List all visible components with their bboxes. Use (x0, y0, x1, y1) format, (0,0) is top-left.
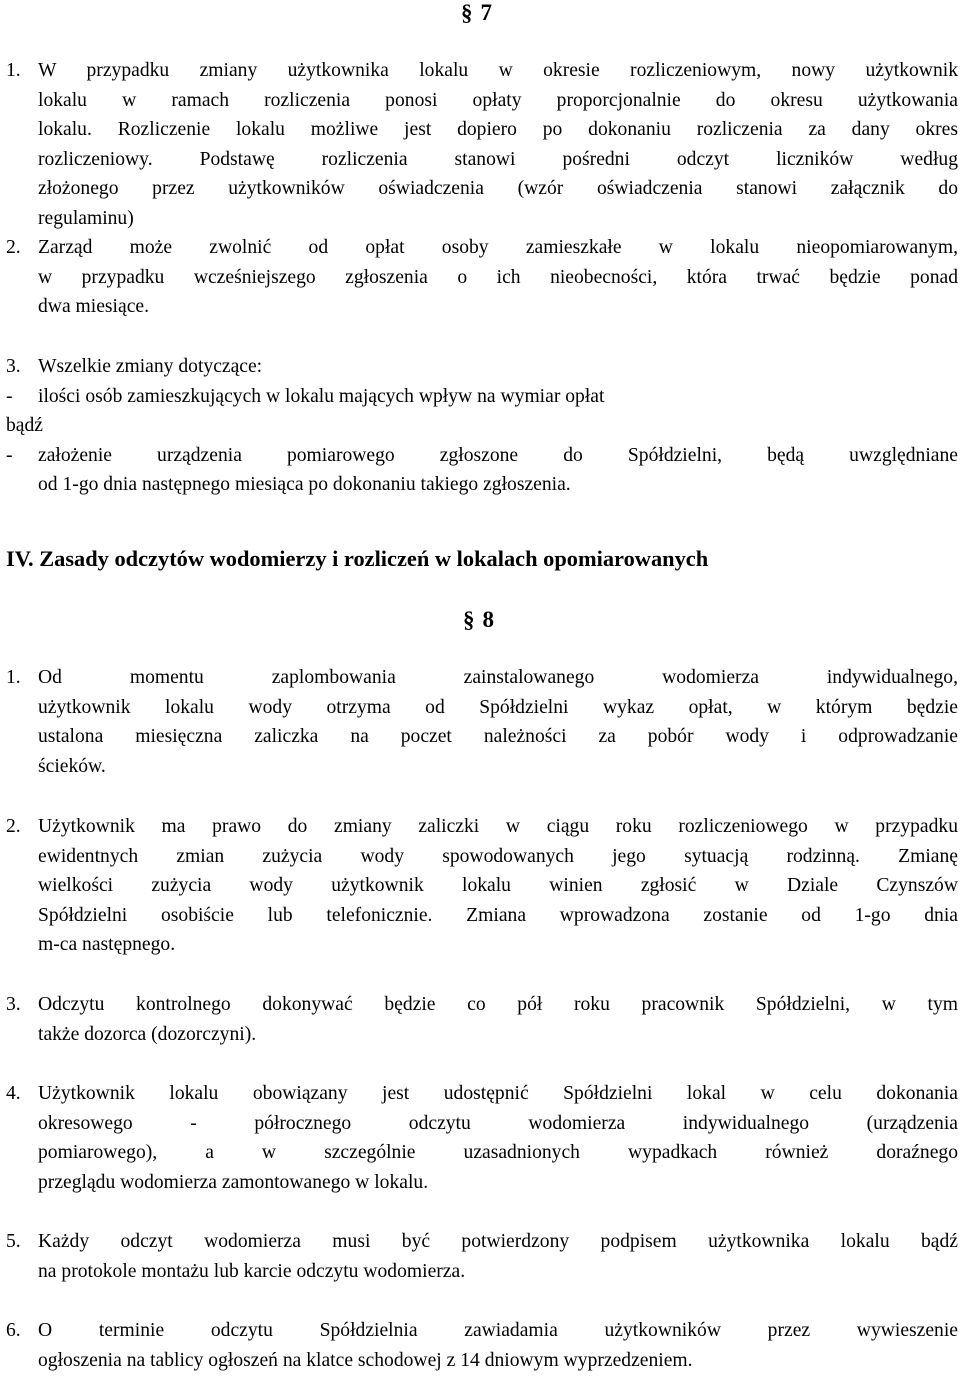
sub-item (6, 441, 958, 500)
section-8-heading (463, 605, 494, 635)
item-number: 1. (6, 60, 21, 81)
text-line: Użytkownik lokalu obowiązany jest udostępnić Spółdzielni lokal w celu dokonania (38, 1083, 958, 1104)
section-number: 8 (482, 607, 494, 632)
section-8-item-3 (6, 990, 958, 1049)
text-line: Odczytu kontrolnego dokonywać będzie co pół roku pracownik Spółdzielni, w tym (38, 994, 958, 1015)
connector-text: bądź (6, 415, 43, 437)
item-number: 3. (6, 994, 21, 1015)
dash-marker: - (6, 385, 13, 407)
text-line: W przypadku zmiany użytkownika lokalu w okresie rozliczeniowym, nowy użytkownik (38, 60, 958, 81)
item-number: 5. (6, 1231, 21, 1252)
text-line: rozliczeniowy. Podstawę rozliczenia stanowi pośredni odczyt liczników według (38, 148, 958, 170)
section-sign: § (461, 0, 473, 25)
text-line: przeglądu wodomierza zamontowanego w lokalu. (38, 1171, 429, 1193)
text-line: O terminie odczytu Spółdzielnia zawiadamia użytkowników przez wywieszenie (38, 1320, 958, 1341)
item-text (38, 663, 958, 781)
item-text (38, 1316, 958, 1375)
section-7-item-3 (6, 352, 958, 500)
sub-item-text (38, 441, 958, 500)
text-line: Każdy odczyt wodomierza musi być potwierdzony podpisem użytkownika lokalu bądź (38, 1231, 958, 1252)
section-7-heading (461, 0, 492, 28)
text-line: założenie urządzenia pomiarowego zgłoszone do Spółdzielni, będą uwzględniane (38, 444, 958, 466)
item-number: 6. (6, 1320, 21, 1341)
text-line: Spółdzielni osobiście lub telefonicznie. Zmiana wprowadzona zostanie od 1-go dnia (38, 904, 958, 926)
text-line: lokalu. Rozliczenie lokalu możliwe jest dopiero po dokonaniu rozliczenia za dany okres (38, 119, 958, 141)
item-number: 2. (6, 237, 21, 258)
item-text (38, 233, 958, 322)
section-8-item-5 (6, 1227, 958, 1286)
section-8-item-1 (6, 663, 958, 781)
text-line: ilości osób zamieszkujących w lokalu mających wpływ na wymiar opłat (38, 385, 605, 407)
text-line: złożonego przez użytkowników oświadczenia (wzór oświadczenia stanowi załącznik do (38, 178, 958, 200)
text-line: na protokole montażu lub karcie odczytu wodomierza. (38, 1260, 466, 1282)
text-line: okresowego - półrocznego odczytu wodomierza indywidualnego (urządzenia (38, 1112, 958, 1134)
text-line: wielkości zużycia wody użytkownik lokalu winien zgłosić w Dziale Czynszów (38, 875, 958, 897)
text-line: Wszelkie zmiany dotyczące: (38, 356, 263, 377)
text-line: Od momentu zaplombowania zainstalowanego wodomierza indywidualnego, (38, 667, 958, 688)
item-number: 4. (6, 1083, 21, 1104)
text-line: regulaminu) (38, 207, 134, 229)
text-line: lokalu w ramach rozliczenia ponosi opłaty proporcjonalnie do okresu użytkowania (38, 89, 958, 111)
item-text (38, 812, 958, 960)
section-8-item-6 (6, 1316, 958, 1375)
text-line: Użytkownik ma prawo do zmiany zaliczki w ciągu roku rozliczeniowego w przypadku (38, 816, 958, 837)
text-line: ogłoszenia na tablicy ogłoszeń na klatce schodowej z 14 dniowym wyprzedzeniem. (38, 1349, 693, 1371)
text-line: ewidentnych zmian zużycia wody spowodowanych jego sytuacją rodzinną. Zmianę (38, 845, 958, 867)
text-line: w przypadku wcześniejszego zgłoszenia o ich nieobecności, która trwać będzie ponad (38, 266, 958, 288)
text-line: dwa miesiące. (38, 296, 149, 318)
text-line: Zarząd może zwolnić od opłat osoby zamieszkałe w lokalu nieopomiarowanym, (38, 237, 958, 258)
item-number: 3. (6, 356, 21, 377)
text-line: pomiarowego), a w szczególnie uzasadnionych wypadkach również doraźnego (38, 1142, 958, 1164)
item-number: 1. (6, 667, 21, 688)
text-line: użytkownik lokalu wody otrzyma od Spółdzielni wykaz opłat, w którym będzie (38, 696, 958, 718)
section-7-item-1 (6, 56, 958, 234)
dash-marker: - (6, 444, 13, 466)
item-text (38, 990, 958, 1049)
text-line: od 1-go dnia następnego miesiąca po dokonaniu takiego zgłoszenia. (38, 474, 571, 496)
section-8-item-2 (6, 812, 958, 960)
chapter-heading: IV. Zasady odczytów wodomierzy i rozliczeń w lokalach opomiarowanych (6, 546, 709, 571)
sub-item (6, 382, 958, 412)
item-number: 2. (6, 816, 21, 837)
item-text (38, 352, 958, 382)
section-number: 7 (480, 0, 492, 25)
text-line: ustalona miesięczna zaliczka na poczet należności za pobór wody i odprowadzanie (38, 726, 958, 748)
item-text (38, 1079, 958, 1197)
item-text (38, 56, 958, 234)
item-text (38, 1227, 958, 1286)
text-line: także dozorca (dozorczyni). (38, 1023, 257, 1045)
section-7-item-2 (6, 233, 958, 322)
text-line: ścieków. (38, 755, 106, 777)
section-8-item-4 (6, 1079, 958, 1197)
text-line: m-ca następnego. (38, 934, 176, 956)
section-sign: § (463, 607, 475, 632)
